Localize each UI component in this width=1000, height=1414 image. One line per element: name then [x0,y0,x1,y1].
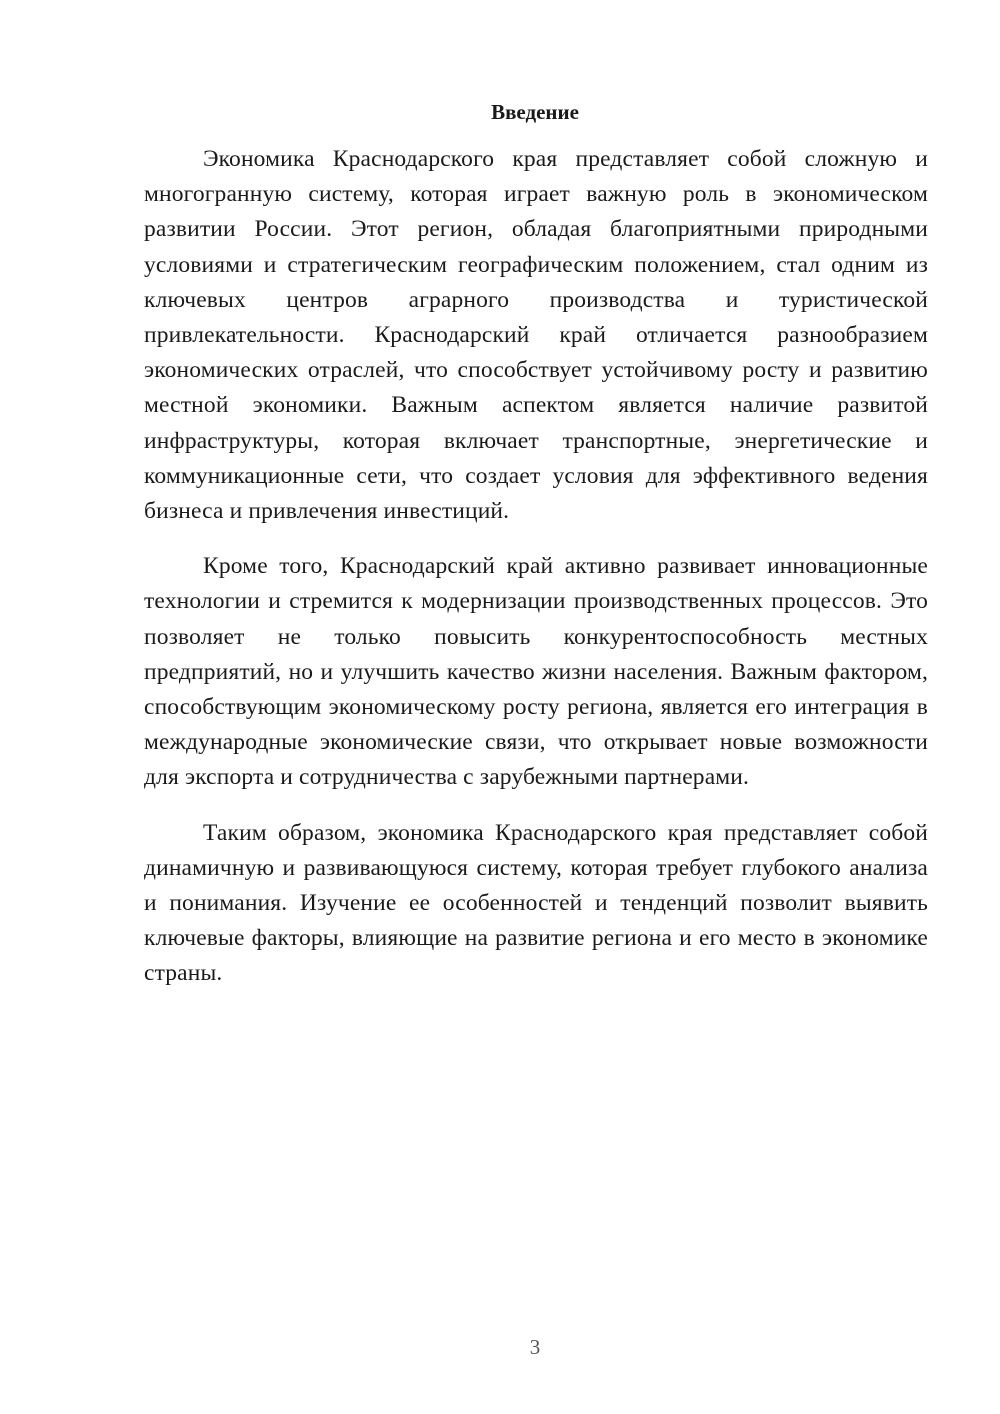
paragraph-1: Экономика Краснодарского края представляет собой сложную и многогранную систему, которая играет важную роль в экономическом развитии России. Этот регион, обладая благоприятными природными условиями и стратегическим географическим положением, стал одним из ключевых центров аграрного производства и туристической привлекательности. Краснодарский край отличается разнообразием экономических отраслей, что способствует устойчивому росту и развитию местной экономики. Важным аспектом является наличие развитой инфраструктуры, которая включает транспортные, энергетические и коммуникационные сети, что создает условия для эффективного ведения бизнеса и привлечения инвестиций. [144,146,928,525]
paragraph-2: Кроме того, Краснодарский край активно развивает инновационные технологии и стремится к модернизации производственных процессов. Это позволяет не только повысить конкурентоспособность местных предприятий, но и улучшить качество жизни населения. Важным фактором, способствующим экономическому росту региона, является его интеграция в международные экономические связи, что открывает новые возможности для экспорта и сотрудничества с зарубежными партнерами. [144,553,928,791]
paragraph-3: Таким образом, экономика Краснодарского края представляет собой динамичную и развивающуюся систему, которая требует глубокого анализа и понимания. Изучение ее особенностей и тенденций позволит выявить ключевые факторы, влияющие на развитие региона и его место в экономике страны. [144,819,928,987]
section-body [144,142,928,1012]
section-title: Введение [491,100,579,124]
page-number: 3 [529,1335,541,1359]
